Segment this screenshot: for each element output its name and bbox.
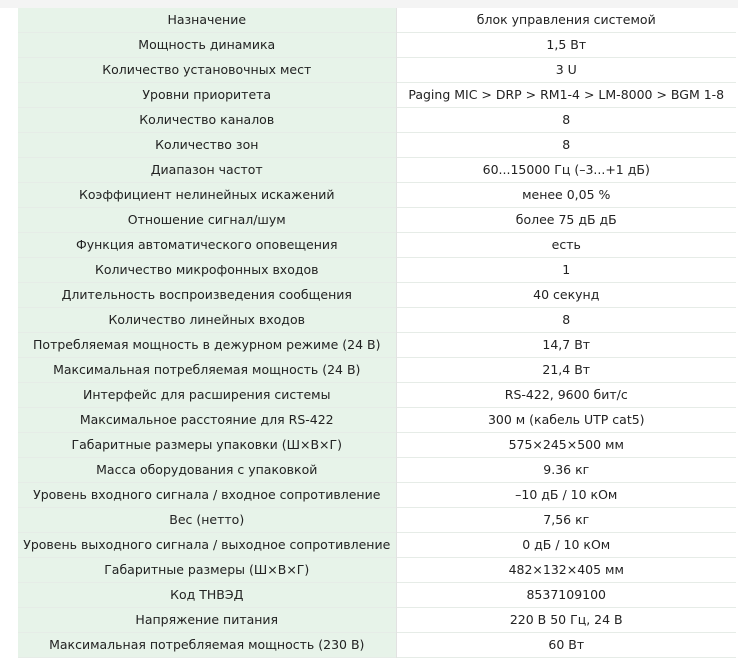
table-row	[18, 108, 736, 133]
table-row	[18, 508, 736, 533]
parameter-value-cell: 7,56 кг	[396, 508, 736, 533]
table-row	[18, 533, 736, 558]
parameter-name-cell: Максимальное расстояние для RS-422	[18, 408, 396, 433]
parameter-name-cell: Потребляемая мощность в дежурном режиме (24 В)	[18, 333, 396, 358]
table-row	[18, 333, 736, 358]
specifications-table	[18, 8, 736, 658]
top-strip	[0, 0, 738, 8]
parameter-name-cell: Вес (нетто)	[18, 508, 396, 533]
parameter-value-cell: 575×245×500 мм	[396, 433, 736, 458]
parameter-value-cell: 9.36 кг	[396, 458, 736, 483]
table-row	[18, 308, 736, 333]
parameter-value-cell: 482×132×405 мм	[396, 558, 736, 583]
parameter-name-cell: Количество установочных мест	[18, 58, 396, 83]
table-row	[18, 8, 736, 33]
parameter-name-cell: Назначение	[18, 8, 396, 33]
table-row	[18, 358, 736, 383]
parameter-value-cell: 21,4 Вт	[396, 358, 736, 383]
parameter-name-cell: Максимальная потребляемая мощность (230 В)	[18, 633, 396, 658]
parameter-value-cell: менее 0,05 %	[396, 183, 736, 208]
table-row	[18, 383, 736, 408]
parameter-value-cell: 300 м (кабель UTP cat5)	[396, 408, 736, 433]
parameter-name-cell: Габаритные размеры (Ш×В×Г)	[18, 558, 396, 583]
table-row	[18, 183, 736, 208]
table-row	[18, 58, 736, 83]
parameter-value-cell: 1	[396, 258, 736, 283]
table-row	[18, 208, 736, 233]
table-row	[18, 633, 736, 658]
parameter-value-cell: 8	[396, 308, 736, 333]
parameter-value-cell: есть	[396, 233, 736, 258]
parameter-name-cell: Уровни приоритета	[18, 83, 396, 108]
parameter-value-cell: 60 Вт	[396, 633, 736, 658]
parameter-name-cell: Диапазон частот	[18, 158, 396, 183]
parameter-value-cell: 40 секунд	[396, 283, 736, 308]
parameter-name-cell: Длительность воспроизведения сообщения	[18, 283, 396, 308]
parameter-value-cell: 14,7 Вт	[396, 333, 736, 358]
parameter-name-cell: Максимальная потребляемая мощность (24 В)	[18, 358, 396, 383]
parameter-value-cell: 3 U	[396, 58, 736, 83]
table-row	[18, 608, 736, 633]
parameter-name-cell: Функция автоматического оповещения	[18, 233, 396, 258]
table-row	[18, 83, 736, 108]
parameter-value-cell: 8537109100	[396, 583, 736, 608]
parameter-value-cell: –10 дБ / 10 кОм	[396, 483, 736, 508]
table-row	[18, 133, 736, 158]
table-row	[18, 433, 736, 458]
parameter-value-cell: 220 В 50 Гц, 24 В	[396, 608, 736, 633]
parameter-value-cell: 60...15000 Гц (–3...+1 дБ)	[396, 158, 736, 183]
parameter-name-cell: Отношение сигнал/шум	[18, 208, 396, 233]
parameter-name-cell: Напряжение питания	[18, 608, 396, 633]
parameter-name-cell: Уровень выходного сигнала / выходное сопротивление	[18, 533, 396, 558]
parameter-name-cell: Мощность динамика	[18, 33, 396, 58]
parameter-name-cell: Интерфейс для расширения системы	[18, 383, 396, 408]
table-row	[18, 33, 736, 58]
parameter-value-cell: Paging MIC > DRP > RM1-4 > LM-8000 > BGM 1-8	[396, 83, 736, 108]
parameter-value-cell: более 75 дБ дБ	[396, 208, 736, 233]
table-row	[18, 283, 736, 308]
table-row	[18, 458, 736, 483]
parameter-value-cell: 1,5 Вт	[396, 33, 736, 58]
table-row	[18, 583, 736, 608]
table-row	[18, 233, 736, 258]
table-row	[18, 258, 736, 283]
parameter-value-cell: RS-422, 9600 бит/с	[396, 383, 736, 408]
parameter-name-cell: Габаритные размеры упаковки (Ш×В×Г)	[18, 433, 396, 458]
parameter-name-cell: Количество линейных входов	[18, 308, 396, 333]
table-row	[18, 483, 736, 508]
parameter-name-cell: Количество зон	[18, 133, 396, 158]
table-row	[18, 408, 736, 433]
parameter-name-cell: Масса оборудования с упаковкой	[18, 458, 396, 483]
parameter-value-cell: 0 дБ / 10 кОм	[396, 533, 736, 558]
parameter-name-cell: Количество микрофонных входов	[18, 258, 396, 283]
table-row	[18, 158, 736, 183]
parameter-name-cell: Количество каналов	[18, 108, 396, 133]
table-row	[18, 558, 736, 583]
parameter-value-cell: 8	[396, 108, 736, 133]
parameter-value-cell: 8	[396, 133, 736, 158]
parameter-name-cell: Уровень входного сигнала / входное сопротивление	[18, 483, 396, 508]
specifications-table-body	[18, 8, 736, 658]
parameter-name-cell: Код ТНВЭД	[18, 583, 396, 608]
parameter-value-cell: блок управления системой	[396, 8, 736, 33]
parameter-name-cell: Коэффициент нелинейных искажений	[18, 183, 396, 208]
